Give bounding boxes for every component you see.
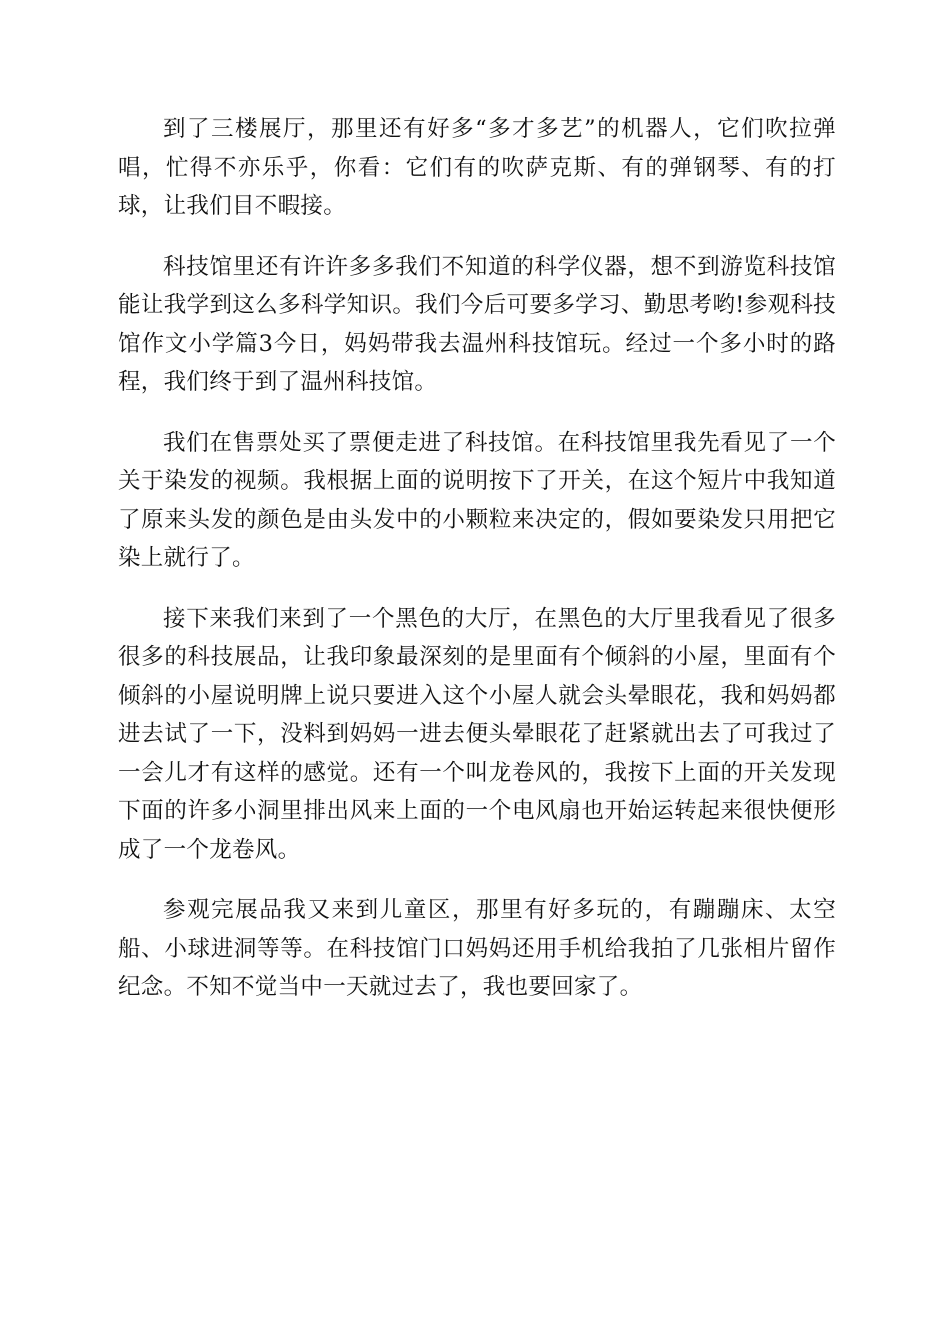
- paragraph-1: 到了三楼展厅，那里还有好多“多才多艺”的机器人，它们吹拉弹唱，忙得不亦乐乎，你看：它们有的吹萨克斯、有的弹钢琴、有的打球，让我们目不暇接。: [118, 116, 836, 219]
- document-body: [118, 110, 836, 1029]
- paragraph-5: 参观完展品我又来到儿童区，那里有好多玩的，有蹦蹦床、太空船、小球进洞等等。在科技馆门口妈妈还用手机给我拍了几张相片留作纪念。不知不觉当中一天就过去了，我也要回家了。: [118, 897, 836, 1000]
- paragraph-4: 接下来我们来到了一个黑色的大厅，在黑色的大厅里我看见了很多很多的科技展品，让我印象最深刻的是里面有个倾斜的小屋，里面有个倾斜的小屋说明牌上说只要进入这个小屋人就会头晕眼花，我和妈妈都进去试了一下，没料到妈妈一进去便头晕眼花了赶紧就出去了可我过了一会儿才有这样的感觉。还有一个叫龙卷风的，我按下上面的开关发现下面的许多小洞里排出风来上面的一个电风扇也开始运转起来很快便形成了一个龙卷风。: [118, 605, 836, 863]
- paragraph-2: 科技馆里还有许许多多我们不知道的科学仪器，想不到游览科技馆能让我学到这么多科学知识。我们今后可要多学习、勤思考哟!参观科技馆作文小学篇3今日，妈妈带我去温州科技馆玩。经过一个多小时的路程，我们终于到了温州科技馆。: [118, 253, 836, 395]
- paragraph-3: 我们在售票处买了票便走进了科技馆。在科技馆里我先看见了一个关于染发的视频。我根据上面的说明按下了开关，在这个短片中我知道了原来头发的颜色是由头发中的小颗粒来决定的，假如要染发只用把它染上就行了。: [118, 429, 836, 571]
